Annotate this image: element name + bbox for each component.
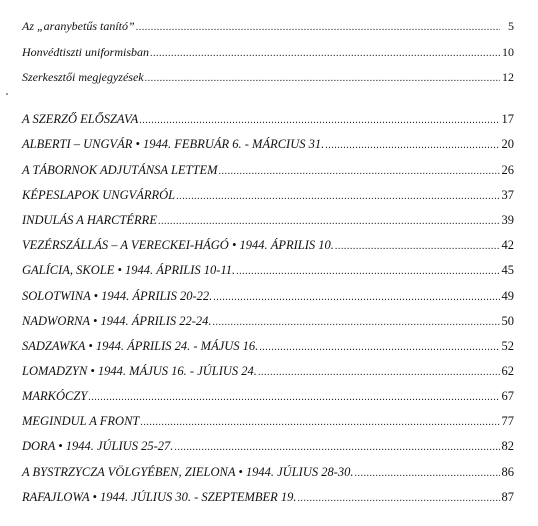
toc-entry-title: VEZÉRSZÁLLÁS – A VERECKEI-HÁGÓ • 1944. ÁPRILIS 10. [22, 238, 334, 252]
dot-leader [139, 113, 499, 129]
dot-leader [176, 189, 499, 205]
toc-entry-title: LOMADZYN • 1944. MÁJUS 16. - JÚLIUS 24. [22, 364, 257, 378]
toc-entry-chapter-8[interactable] [22, 288, 514, 306]
toc-entry-title: Az „aranybetűs tanító” [22, 19, 135, 33]
toc-entry-page: 42 [501, 238, 514, 252]
toc-entry-front-3[interactable] [22, 69, 514, 87]
toc-entry-title: SOLOTWINA • 1944. ÁPRILIS 20-22. [22, 289, 213, 303]
toc-entry-chapter-2[interactable] [22, 136, 514, 154]
toc-entry-title: INDULÁS A HARCTÉRRE [22, 213, 157, 227]
toc-entry-page: 52 [501, 339, 514, 353]
toc-entry-chapter-5[interactable] [22, 212, 514, 230]
toc-entry-title: RAFAJLOWA • 1944. JÚLIUS 30. - SZEPTEMBER 19. [22, 490, 297, 504]
toc-entry-page: 12 [502, 70, 514, 84]
toc-entry-title: MEGINDUL A FRONT [22, 414, 140, 428]
toc-entry-page: 62 [501, 364, 514, 378]
toc-entry-chapter-14[interactable] [22, 438, 514, 456]
toc-entry-chapter-13[interactable] [22, 413, 514, 431]
toc-entry-page: 45 [501, 263, 514, 277]
toc-entry-title: NADWORNA • 1944. ÁPRILIS 22-24. [22, 314, 212, 328]
toc-entry-page: 26 [501, 163, 514, 177]
toc-entry-page: 37 [501, 188, 514, 202]
toc-entry-chapter-4[interactable] [22, 187, 514, 205]
toc-entry-chapter-9[interactable] [22, 313, 514, 331]
dot-leader [213, 290, 499, 306]
toc-entry-title: Honvédtiszti uniformisban [22, 45, 150, 59]
toc-entry-front-1[interactable] [22, 18, 514, 36]
dot-leader [158, 214, 500, 230]
dot-leader [136, 20, 500, 36]
scan-speck [6, 93, 8, 95]
dot-leader [174, 440, 499, 456]
toc-entry-title: A SZERZŐ ELŐSZAVA [22, 112, 139, 126]
toc-entry-title: KÉPESLAPOK UNGVÁRRÓL [22, 188, 176, 202]
toc-entry-title: ALBERTI – UNGVÁR • 1944. FEBRUÁR 6. - MÁRCIUS 31. [22, 137, 325, 151]
toc-entry-page: 77 [501, 414, 514, 428]
toc-entry-title: DORA • 1944. JÚLIUS 25-27. [22, 439, 174, 453]
dot-leader [145, 71, 500, 87]
toc-entry-page: 49 [501, 289, 514, 303]
dot-leader [335, 239, 500, 255]
toc-entry-chapter-16[interactable] [22, 489, 514, 507]
dot-leader [140, 415, 499, 431]
toc-entry-title: A BYSTRZYCZA VÖLGYÉBEN, ZIELONA • 1944. JÚLIUS 28-30. [22, 465, 354, 479]
dot-leader [355, 466, 500, 482]
toc-entry-page: 67 [501, 389, 514, 403]
toc-entry-page: 87 [501, 490, 514, 504]
dot-leader [258, 365, 500, 381]
toc-entry-title: Szerkesztői megjegyzések [22, 70, 144, 84]
dot-leader [219, 164, 500, 180]
toc-entry-chapter-1[interactable] [22, 111, 514, 129]
toc-entry-title: MARKÓCZY [22, 389, 88, 403]
toc-entry-page: 5 [508, 19, 514, 33]
toc-entry-front-2[interactable] [22, 44, 514, 62]
toc-entry-chapter-6[interactable] [22, 237, 514, 255]
dot-leader [325, 138, 499, 154]
toc-entry-chapter-7[interactable] [22, 262, 514, 280]
toc-entry-title: A TÁBORNOK ADJUTÁNSA LETTEM [22, 163, 218, 177]
dot-leader [259, 340, 499, 356]
toc-entry-chapter-10[interactable] [22, 338, 514, 356]
toc-entry-title: GALÍCIA, SKOLE • 1944. ÁPRILIS 10-11. [22, 263, 236, 277]
toc-entry-page: 86 [501, 465, 514, 479]
toc-entry-title: SADZAWKA • 1944. ÁPRILIS 24. - MÁJUS 16. [22, 339, 259, 353]
toc-entry-page: 17 [501, 112, 514, 126]
toc-entry-page: 39 [501, 213, 514, 227]
toc-entry-chapter-12[interactable] [22, 388, 514, 406]
toc-entry-chapter-3[interactable] [22, 162, 514, 180]
dot-leader [236, 264, 499, 280]
dot-leader [150, 46, 500, 62]
dot-leader [298, 491, 500, 507]
toc-entry-page: 10 [502, 45, 514, 59]
toc-entry-chapter-11[interactable] [22, 363, 514, 381]
toc-entry-chapter-15[interactable] [22, 464, 514, 482]
toc-entry-page: 20 [501, 137, 514, 151]
dot-leader [88, 390, 499, 406]
toc-entry-page: 82 [501, 439, 514, 453]
dot-leader [213, 315, 500, 331]
toc-entry-page: 50 [501, 314, 514, 328]
